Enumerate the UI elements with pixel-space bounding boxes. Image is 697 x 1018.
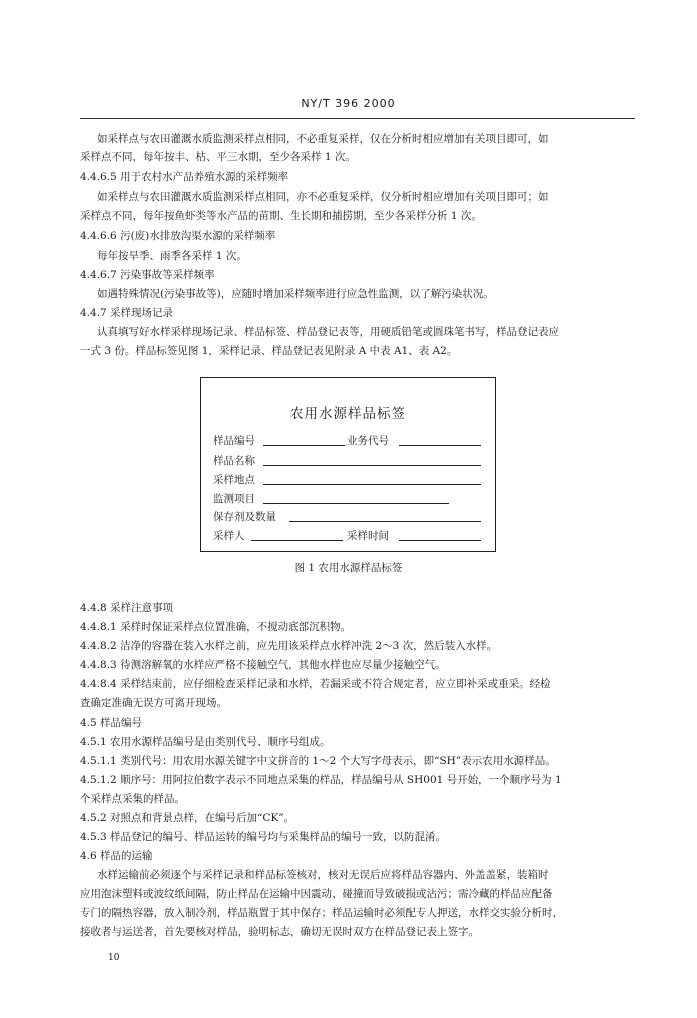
paragraph-line: 如采样点与农田灌溉水质监测采样点相同，不必重复采样，仅在分析时相应增加有关项目即可，如 [97,133,549,145]
paragraph-line: 水样运输前必须逐个与采样记录和样品标签核对，核对无误后应将样品容器内、外盖盖紧，装箱时 [97,869,549,881]
field-label: 样品名称 [213,455,255,467]
blank-line [263,433,345,446]
blank-line [263,472,481,485]
paragraph-line: 每年按旱季、雨季各采样 1 次。 [97,250,247,262]
paragraph-line: 应用泡沫塑料或波纹纸间隔，防止样品在运输中因震动、碰撞而导致破损或沾污；需冷藏的样品应配备 [80,888,553,900]
paragraph-line: 4.5.2 对照点和背景点样，在编号后加“CK”。 [80,812,295,824]
sample-label-box [200,377,496,552]
paragraph-line: 4.5.1 农用水源样品编号是由类别代号、顺序号组成。 [80,736,331,748]
section-heading: 4.4.6.7 污染事故等采样频率 [80,269,215,281]
paragraph-line: 专门的隔热容器，放入制冷剂，样品瓶置于其中保存；样品运输时必须配专人押送，水样交实验分析时， [80,907,563,919]
paragraph-line: 4.4.8.2 洁净的容器在装入水样之前，应先用该采样点水样冲洗 2～3 次，然后装入水样。 [80,640,498,652]
page-number: 10 [108,953,120,963]
section-heading: 4.5 样品编号 [80,717,143,729]
paragraph-line: 接收者与运送者，首先要核对样品，验明标志，确切无误时双方在样品登记表上签字。 [80,926,479,938]
paragraph-line: 如采样点与农田灌溉水质监测采样点相同，亦不必重复采样，仅分析时相应增加有关项目即可；如 [97,191,549,203]
section-heading: 4.4.7 采样现场记录 [80,307,174,319]
field-label: 保存剂及数量 [213,511,276,523]
field-label: 监测项目 [213,493,255,505]
field-row [213,472,483,488]
paragraph-line: 采样点不同，每年按丰、枯、平三水期，至少各采样 1 次。 [80,151,356,163]
field-label: 采样人 [213,530,245,542]
field-row [213,433,483,449]
figure-caption: 图 1 农用水源样品标签 [294,562,403,574]
paragraph-line: 查确定准确无误方可离开现场。 [80,697,227,709]
field-row [213,528,483,544]
section-heading: 4.6 样品的运输 [80,850,153,862]
paragraph-line: 4.5.1.2 顺序号：用阿拉伯数字表示不同地点采集的样品，样品编号从 SH001 号开始，一个顺序号为 1 [80,774,562,786]
blank-line [251,528,343,541]
field-row [213,491,483,507]
field-row [213,453,483,469]
paragraph-line: 采样点不同，每年按鱼虾类等水产品的苗期、生长期和捕捞期，至少各采样分析 1 次。 [80,210,482,222]
blank-line [399,433,481,446]
paragraph-line: 如遇特殊情况(污染事故等)，应随时增加采样频率进行应急性监测，以了解污染状况。 [97,288,494,300]
paragraph-line: 4.5.1.1 类别代号：用农用水源关键字中文拼音的 1～2 个大写字母表示，即“SH”表示农用水源样品。 [80,755,556,767]
paragraph-line: 4.4.8.4 采样结束前，应仔细检查采样记录和水样，若漏采或不符合规定者，应立即补采或重采。经检 [80,678,551,690]
blank-line [263,453,481,466]
label-box-title: 农用水源样品标签 [290,406,406,422]
paragraph-line: 个采样点采集的样品。 [80,793,185,805]
paragraph-line: 4.5.3 样品登记的编号、样品运转的编号均与采集样品的编号一致，以防混淆。 [80,831,447,843]
field-label: 采样时间 [347,530,389,542]
field-row [213,509,483,525]
section-heading: 4.4.6.6 污(废)水排放沟渠水源的采样频率 [80,230,276,242]
field-label: 采样地点 [213,474,255,486]
paragraph-line: 4.4.8.1 采样时保证采样点位置准确，不搅动底部沉积物。 [80,621,352,633]
section-heading: 4.4.8 采样注意事项 [80,602,174,614]
header-rule [80,118,635,119]
paragraph-line: 4.4.8.3 待测溶解氧的水样应严格不接触空气，其他水样也应尽量少接触空气。 [80,659,446,671]
paragraph-line: 认真填写好水样采样现场记录、样品标签、样品登记表等，用硬质铅笔或圆珠笔书写，样品登记表应 [97,326,559,338]
blank-line [399,528,481,541]
blank-line [263,491,449,504]
blank-line [289,509,481,522]
section-heading: 4.4.6.5 用于农村水产品养殖水源的采样频率 [80,171,289,183]
page-header: NY/T 396 2000 [301,97,396,110]
field-label: 业务代号 [347,435,389,447]
field-label: 样品编号 [213,435,255,447]
paragraph-line: 一式 3 份。样品标签见图 1，采样记录、样品登记表见附录 A 中表 A1、表 A2。 [80,345,458,357]
